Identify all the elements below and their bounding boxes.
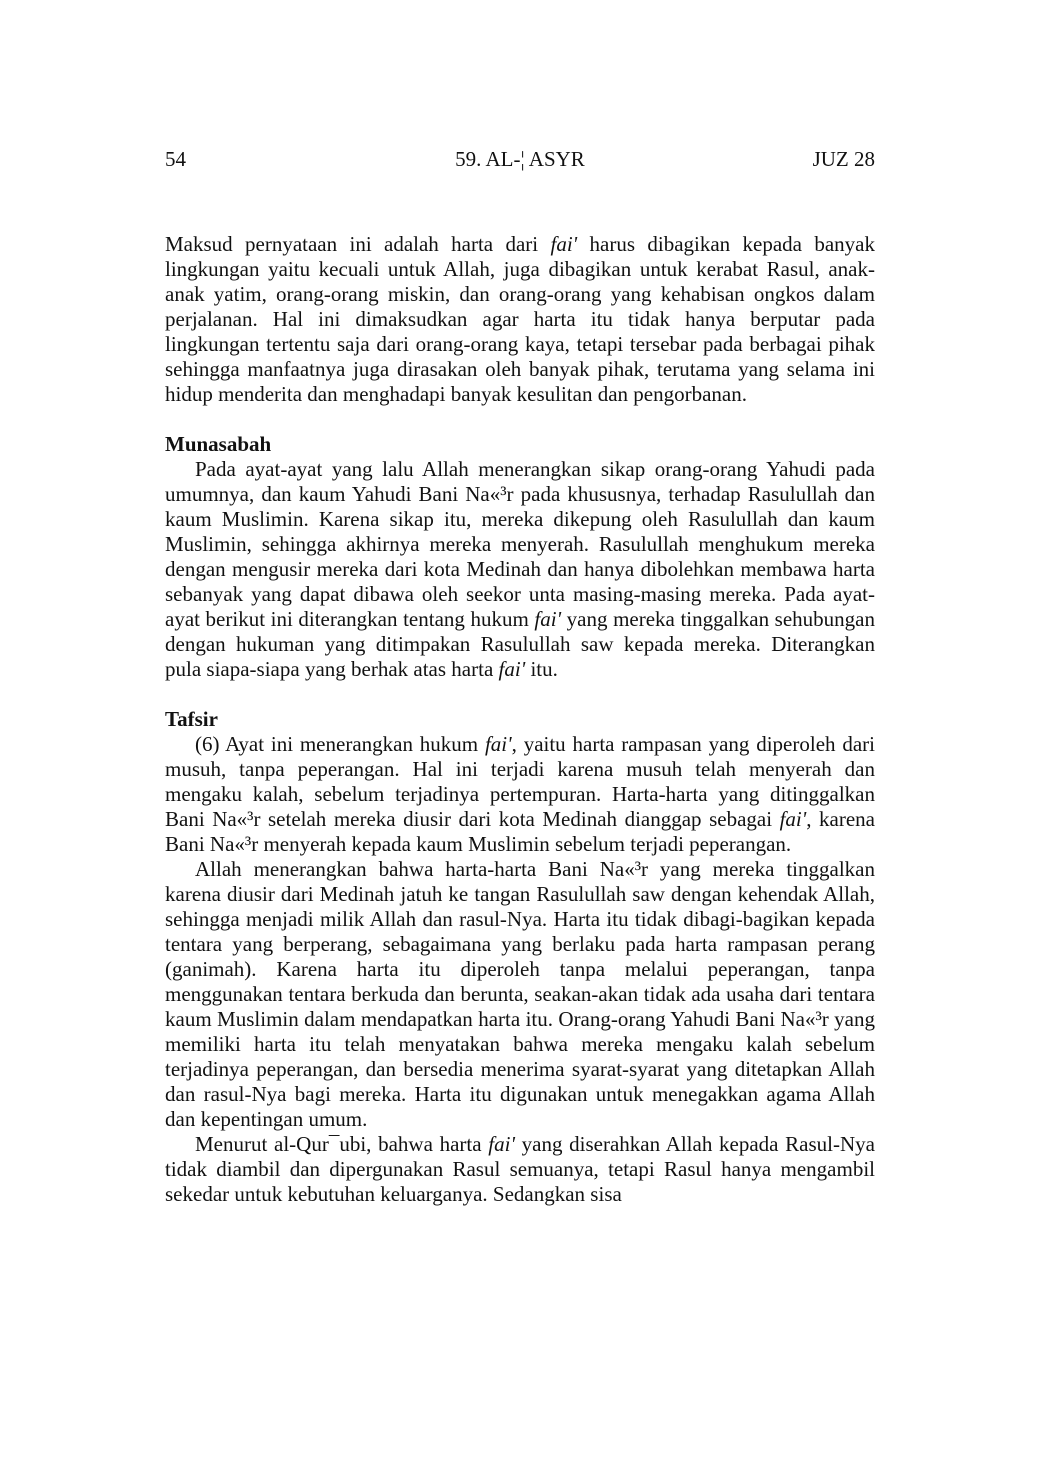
page-body [165,232,875,1207]
section-heading-tafsir: Tafsir [165,707,218,731]
term-fai: fai' [534,607,562,631]
term-fai: fai' [484,732,512,756]
page-number: 54 [165,147,186,171]
munasabah-paragraph: Pada ayat-ayat yang lalu Allah menerangkan sikap orang-orang Yahudi pada umumnya, dan kaum Yahudi Bani Na«³r pada khususnya, terhadap Rasulullah dan kaum Muslimin. Karena sikap itu, mereka dikepung oleh Rasulullah dan kaum Muslimin, sehingga akhirnya mereka menyerah. Rasulullah menghukum mereka dengan mengusir mereka dari kota Medinah dan hanya dibolehkan membawa harta sebanyak yang dapat dibawa oleh seekor unta masing-masing mereka. Pada ayat-ayat berikut ini diterangkan tentang hukum fai' yang mereka tinggalkan sehubungan dengan hukuman yang ditimpakan Rasulullah saw kepada mereka. Diterangkan pula siapa-siapa yang berhak atas harta fai' itu. [165,457,875,681]
juz-label: JUZ 28 [812,147,875,171]
tafsir-paragraph-1: (6) Ayat ini menerangkan hukum fai', yaitu harta rampasan yang diperoleh dari musuh, tanpa peperangan. Hal ini terjadi karena musuh telah menyerah dan mengaku kalah, sebelum terjadinya pertempuran. Harta-harta yang ditinggalkan Bani Na«³r setelah mereka diusir dari kota Medinah dianggap sebagai fai', karena Bani Na«³r menyerah kepada kaum Muslimin sebelum terjadi peperangan. [165,732,875,856]
term-fai: fai' [488,1132,515,1156]
term-fai: fai' [779,807,807,831]
intro-paragraph: Maksud pernyataan ini adalah harta dari fai' harus dibagikan kepada banyak lingkungan yaitu kecuali untuk Allah, juga dibagikan untuk kerabat Rasul, anak-anak yatim, orang-orang miskin, dan orang-orang yang kehabisan ongkos dalam perjalanan. Hal ini dimaksudkan agar harta itu tidak hanya berputar pada lingkungan tertentu saja dari orang-orang kaya, tetapi tersebar pada berbagai pihak sehingga manfaatnya juga dirasakan oleh banyak pihak, terutama yang selama ini hidup menderita dan menghadapi banyak kesulitan dan pengorbanan. [165,232,875,406]
section-heading-munasabah: Munasabah [165,432,272,456]
page-header [165,144,875,174]
tafsir-paragraph-3: Menurut al-Qur¯ubi, bahwa harta fai' yang diserahkan Allah kepada Rasul-Nya tidak diambil dan dipergunakan Rasul semuanya, tetapi Rasul hanya mengambil sekedar untuk kebutuhan keluarganya. Sedangkan sisa [165,1132,875,1206]
chapter-title: 59. AL-¦ ASYR [455,147,585,171]
term-fai: fai' [550,232,578,256]
term-fai: fai' [498,657,526,681]
tafsir-paragraph-2: Allah menerangkan bahwa harta-harta Bani Na«³r yang mereka tinggalkan karena diusir dari Medinah jatuh ke tangan Rasulullah saw dengan kehendak Allah, sehingga menjadi milik Allah dan rasul-Nya. Harta itu tidak dibagi-bagikan kepada tentara yang berperang, sebagaimana yang berlaku pada harta rampasan perang (ganimah). Karena harta itu diperoleh tanpa melalui peperangan, tanpa menggunakan tentara berkuda dan berunta, seakan-akan tidak ada usaha dari tentara kaum Muslimin dalam mendapatkan harta itu. Orang-orang Yahudi Bani Na«³r yang memiliki harta itu telah menyatakan bahwa mereka mengaku kalah sebelum terjadinya peperangan, dan bersedia menerima syarat-syarat yang ditetapkan Allah dan rasul-Nya bagi mereka. Harta itu digunakan untuk menegakkan agama Allah dan kepentingan umum. [165,857,875,1131]
